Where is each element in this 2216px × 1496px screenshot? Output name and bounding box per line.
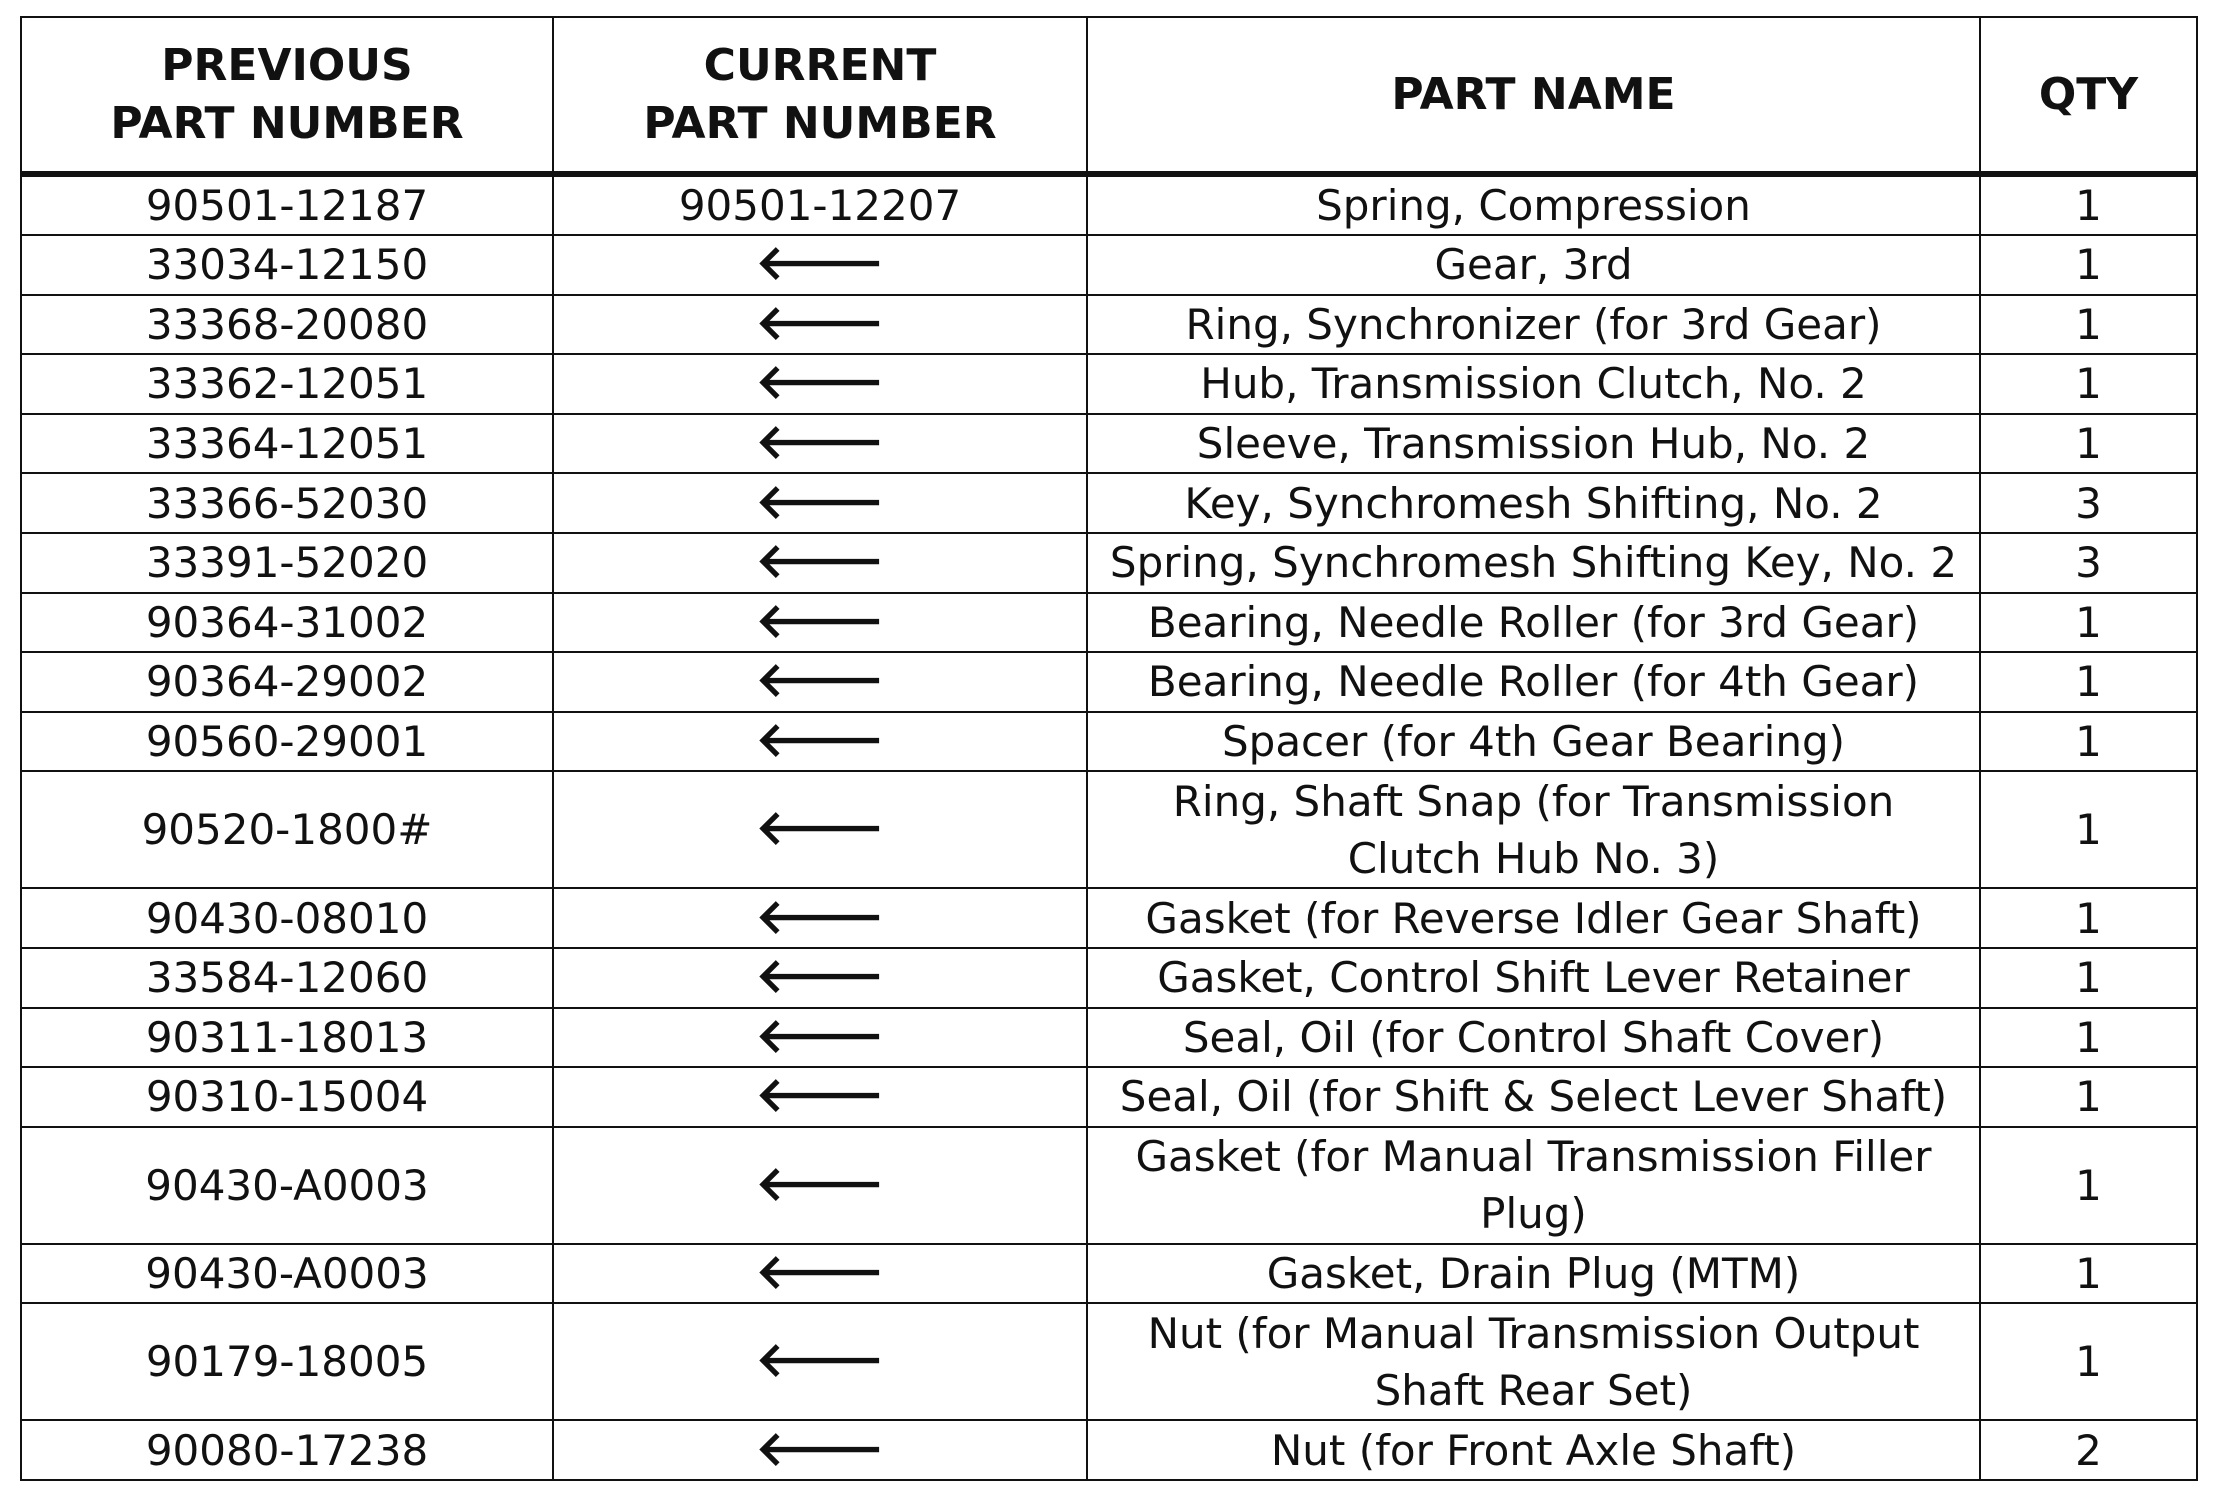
previous-part-number-cell: 33368-20080 (21, 295, 553, 355)
table-row (21, 295, 2197, 355)
current-part-number-cell (553, 1008, 1087, 1068)
part-name-cell: Key, Synchromesh Shifting, No. 2 (1087, 473, 1980, 533)
arrow-left-icon: 🡐 (755, 354, 885, 411)
table-header (21, 17, 2197, 174)
header-qty: QTY (1980, 17, 2197, 174)
part-name-cell: Seal, Oil (for Shift & Select Lever Shaft) (1087, 1067, 1980, 1127)
part-name-cell: Spacer (for 4th Gear Bearing) (1087, 712, 1980, 772)
previous-part-number-cell: 33362-12051 (21, 354, 553, 414)
arrow-left-icon: 🡐 (755, 473, 885, 530)
arrow-left-icon: 🡐 (755, 1244, 885, 1301)
header-current-line-2: PART NUMBER (643, 97, 997, 149)
qty-cell: 1 (1980, 174, 2197, 235)
arrow-left-icon: 🡐 (755, 414, 885, 471)
part-name-cell: Gear, 3rd (1087, 235, 1980, 295)
arrow-left-icon: 🡐 (755, 1007, 885, 1064)
previous-part-number-cell: 90430-A0003 (21, 1127, 553, 1244)
arrow-left-icon: 🡐 (755, 1155, 885, 1212)
arrow-left-icon: 🡐 (755, 1420, 885, 1477)
header-part-name: PART NAME (1087, 17, 1980, 174)
previous-part-number-cell: 90179-18005 (21, 1303, 553, 1420)
current-part-number-cell (553, 888, 1087, 948)
previous-part-number-cell: 33391-52020 (21, 533, 553, 593)
table-row (21, 473, 2197, 533)
part-name-cell: Gasket (for Manual Transmission Filler Plug) (1087, 1127, 1980, 1244)
header-current-line-1: CURRENT (703, 39, 937, 91)
qty-cell: 1 (1980, 948, 2197, 1008)
table-row (21, 354, 2197, 414)
part-name-cell: Seal, Oil (for Control Shaft Cover) (1087, 1008, 1980, 1068)
table-row (21, 771, 2197, 888)
previous-part-number-cell: 90310-15004 (21, 1067, 553, 1127)
table-row (21, 533, 2197, 593)
current-part-number-cell (553, 414, 1087, 474)
arrow-left-icon: 🡐 (755, 235, 885, 292)
previous-part-number-cell: 33366-52030 (21, 473, 553, 533)
qty-cell: 1 (1980, 1244, 2197, 1304)
current-part-number-cell (553, 354, 1087, 414)
part-name-cell: Spring, Synchromesh Shifting Key, No. 2 (1087, 533, 1980, 593)
table-row (21, 1067, 2197, 1127)
current-part-number-cell (553, 712, 1087, 772)
arrow-left-icon: 🡐 (755, 294, 885, 351)
previous-part-number-cell: 33584-12060 (21, 948, 553, 1008)
current-part-number-cell (553, 1244, 1087, 1304)
qty-cell: 1 (1980, 1127, 2197, 1244)
arrow-left-icon: 🡐 (755, 592, 885, 649)
table-row (21, 652, 2197, 712)
part-name-cell: Hub, Transmission Clutch, No. 2 (1087, 354, 1980, 414)
previous-part-number-cell: 90520-1800# (21, 771, 553, 888)
qty-cell: 1 (1980, 1008, 2197, 1068)
qty-cell: 1 (1980, 593, 2197, 653)
part-name-cell: Bearing, Needle Roller (for 4th Gear) (1087, 652, 1980, 712)
header-previous-line-2: PART NUMBER (110, 97, 464, 149)
previous-part-number-cell: 90560-29001 (21, 712, 553, 772)
current-part-number-cell (553, 1303, 1087, 1420)
table-row (21, 593, 2197, 653)
part-name-cell: Gasket, Drain Plug (MTM) (1087, 1244, 1980, 1304)
arrow-left-icon: 🡐 (755, 800, 885, 857)
qty-cell: 1 (1980, 888, 2197, 948)
table-row (21, 888, 2197, 948)
current-part-number-cell (553, 948, 1087, 1008)
part-name-cell: Gasket, Control Shift Lever Retainer (1087, 948, 1980, 1008)
header-previous-line-1: PREVIOUS (161, 39, 413, 91)
arrow-left-icon: 🡐 (755, 712, 885, 769)
table-row (21, 174, 2197, 235)
current-part-number-cell: 90501-12207 (553, 174, 1087, 235)
table-body (21, 174, 2197, 1480)
previous-part-number-cell: 33364-12051 (21, 414, 553, 474)
table-row (21, 1008, 2197, 1068)
previous-part-number-cell: 90501-12187 (21, 174, 553, 235)
previous-part-number-cell: 90364-31002 (21, 593, 553, 653)
qty-cell: 1 (1980, 1067, 2197, 1127)
part-name-cell: Nut (for Manual Transmission Output Shaft Rear Set) (1087, 1303, 1980, 1420)
header-row (21, 17, 2197, 174)
current-part-number-cell (553, 473, 1087, 533)
parts-table (20, 16, 2198, 1481)
qty-cell: 1 (1980, 771, 2197, 888)
qty-cell: 1 (1980, 712, 2197, 772)
current-part-number-cell (553, 1067, 1087, 1127)
table-row (21, 712, 2197, 772)
table-row (21, 414, 2197, 474)
arrow-left-icon: 🡐 (755, 948, 885, 1005)
table-row (21, 1127, 2197, 1244)
part-name-cell: Nut (for Front Axle Shaft) (1087, 1420, 1980, 1480)
table-row (21, 1244, 2197, 1304)
current-part-number-cell (553, 593, 1087, 653)
part-name-cell: Spring, Compression (1087, 174, 1980, 235)
part-name-cell: Ring, Synchronizer (for 3rd Gear) (1087, 295, 1980, 355)
table-row (21, 235, 2197, 295)
previous-part-number-cell: 33034-12150 (21, 235, 553, 295)
qty-cell: 3 (1980, 473, 2197, 533)
qty-cell: 1 (1980, 235, 2197, 295)
previous-part-number-cell: 90430-08010 (21, 888, 553, 948)
current-part-number-cell (553, 1127, 1087, 1244)
qty-cell: 1 (1980, 414, 2197, 474)
current-part-number-cell (553, 235, 1087, 295)
qty-cell: 1 (1980, 1303, 2197, 1420)
previous-part-number-cell: 90430-A0003 (21, 1244, 553, 1304)
arrow-left-icon: 🡐 (755, 652, 885, 709)
arrow-left-icon: 🡐 (755, 888, 885, 945)
part-name-cell: Gasket (for Reverse Idler Gear Shaft) (1087, 888, 1980, 948)
arrow-left-icon: 🡐 (755, 1067, 885, 1124)
qty-cell: 3 (1980, 533, 2197, 593)
part-name-cell: Bearing, Needle Roller (for 3rd Gear) (1087, 593, 1980, 653)
arrow-left-icon: 🡐 (755, 1332, 885, 1389)
header-current-part-number (553, 17, 1087, 174)
previous-part-number-cell: 90364-29002 (21, 652, 553, 712)
qty-cell: 1 (1980, 295, 2197, 355)
current-part-number-cell (553, 1420, 1087, 1480)
current-part-number-cell (553, 295, 1087, 355)
table-row (21, 1420, 2197, 1480)
qty-cell: 1 (1980, 652, 2197, 712)
current-part-number-cell (553, 652, 1087, 712)
previous-part-number-cell: 90080-17238 (21, 1420, 553, 1480)
table-row (21, 1303, 2197, 1420)
part-name-cell: Ring, Shaft Snap (for Transmission Clutch Hub No. 3) (1087, 771, 1980, 888)
arrow-left-icon: 🡐 (755, 533, 885, 590)
previous-part-number-cell: 90311-18013 (21, 1008, 553, 1068)
header-previous-part-number (21, 17, 553, 174)
part-name-cell: Sleeve, Transmission Hub, No. 2 (1087, 414, 1980, 474)
table-row (21, 948, 2197, 1008)
current-part-number-cell (553, 533, 1087, 593)
qty-cell: 2 (1980, 1420, 2197, 1480)
qty-cell: 1 (1980, 354, 2197, 414)
current-part-number-cell (553, 771, 1087, 888)
